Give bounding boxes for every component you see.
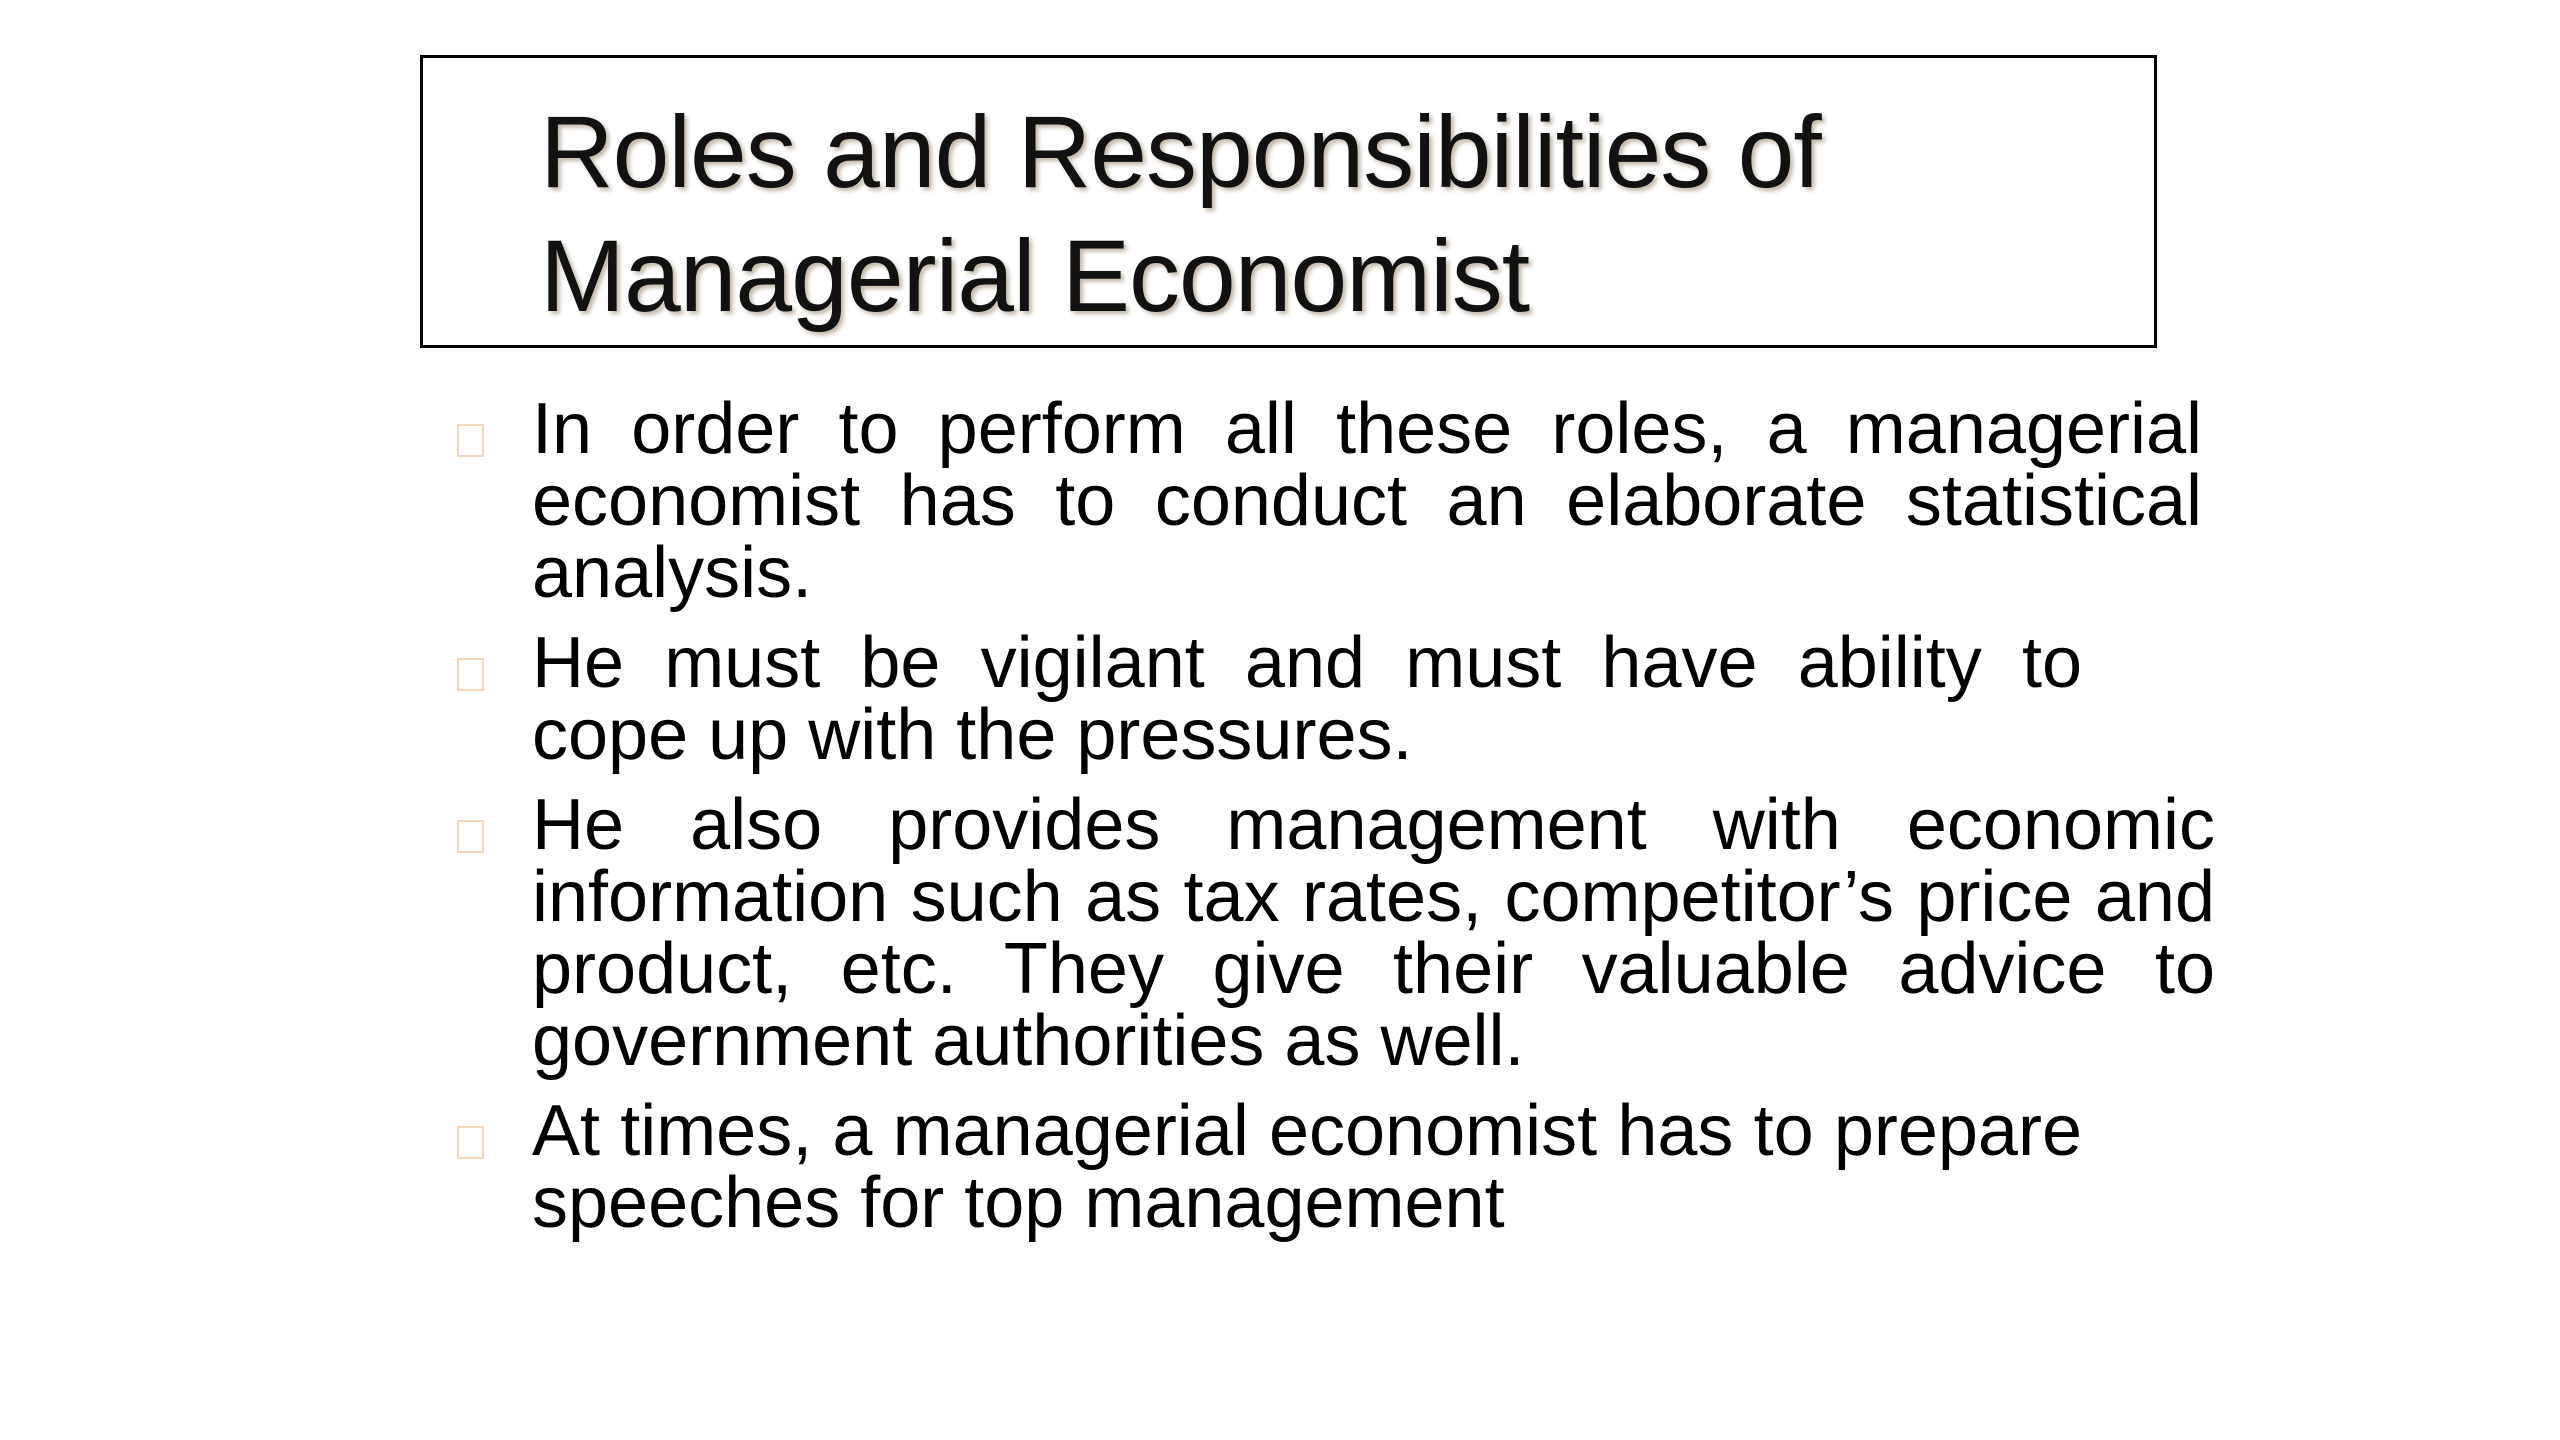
bullet-item — [455, 785, 2215, 1081]
square-bullet-icon — [457, 820, 484, 853]
bullet-text: He must be vigilant and must have ability to cope up with the pressures. — [532, 623, 2082, 775]
bullet-text: He also provides management with economic information such as tax rates, competitor’s price and product, etc. They give their valuable advice to government authorities as well. — [532, 785, 2215, 1081]
bullet-list — [455, 389, 2215, 1257]
bullet-text: In order to perform all these roles, a managerial economist has to conduct an elaborate statistical analysis. — [532, 389, 2202, 613]
slide-title-box — [420, 55, 2157, 348]
bullet-text: At times, a managerial economist has to prepare speeches for top management — [532, 1091, 2082, 1243]
bullet-item — [455, 389, 2202, 613]
square-bullet-icon — [457, 658, 484, 691]
slide-title: Roles and Responsibilities of Managerial Economist — [540, 95, 1821, 333]
bullet-item — [455, 623, 2082, 775]
bullet-item — [455, 1091, 2082, 1243]
square-bullet-icon — [457, 1126, 484, 1159]
square-bullet-icon — [457, 424, 484, 457]
